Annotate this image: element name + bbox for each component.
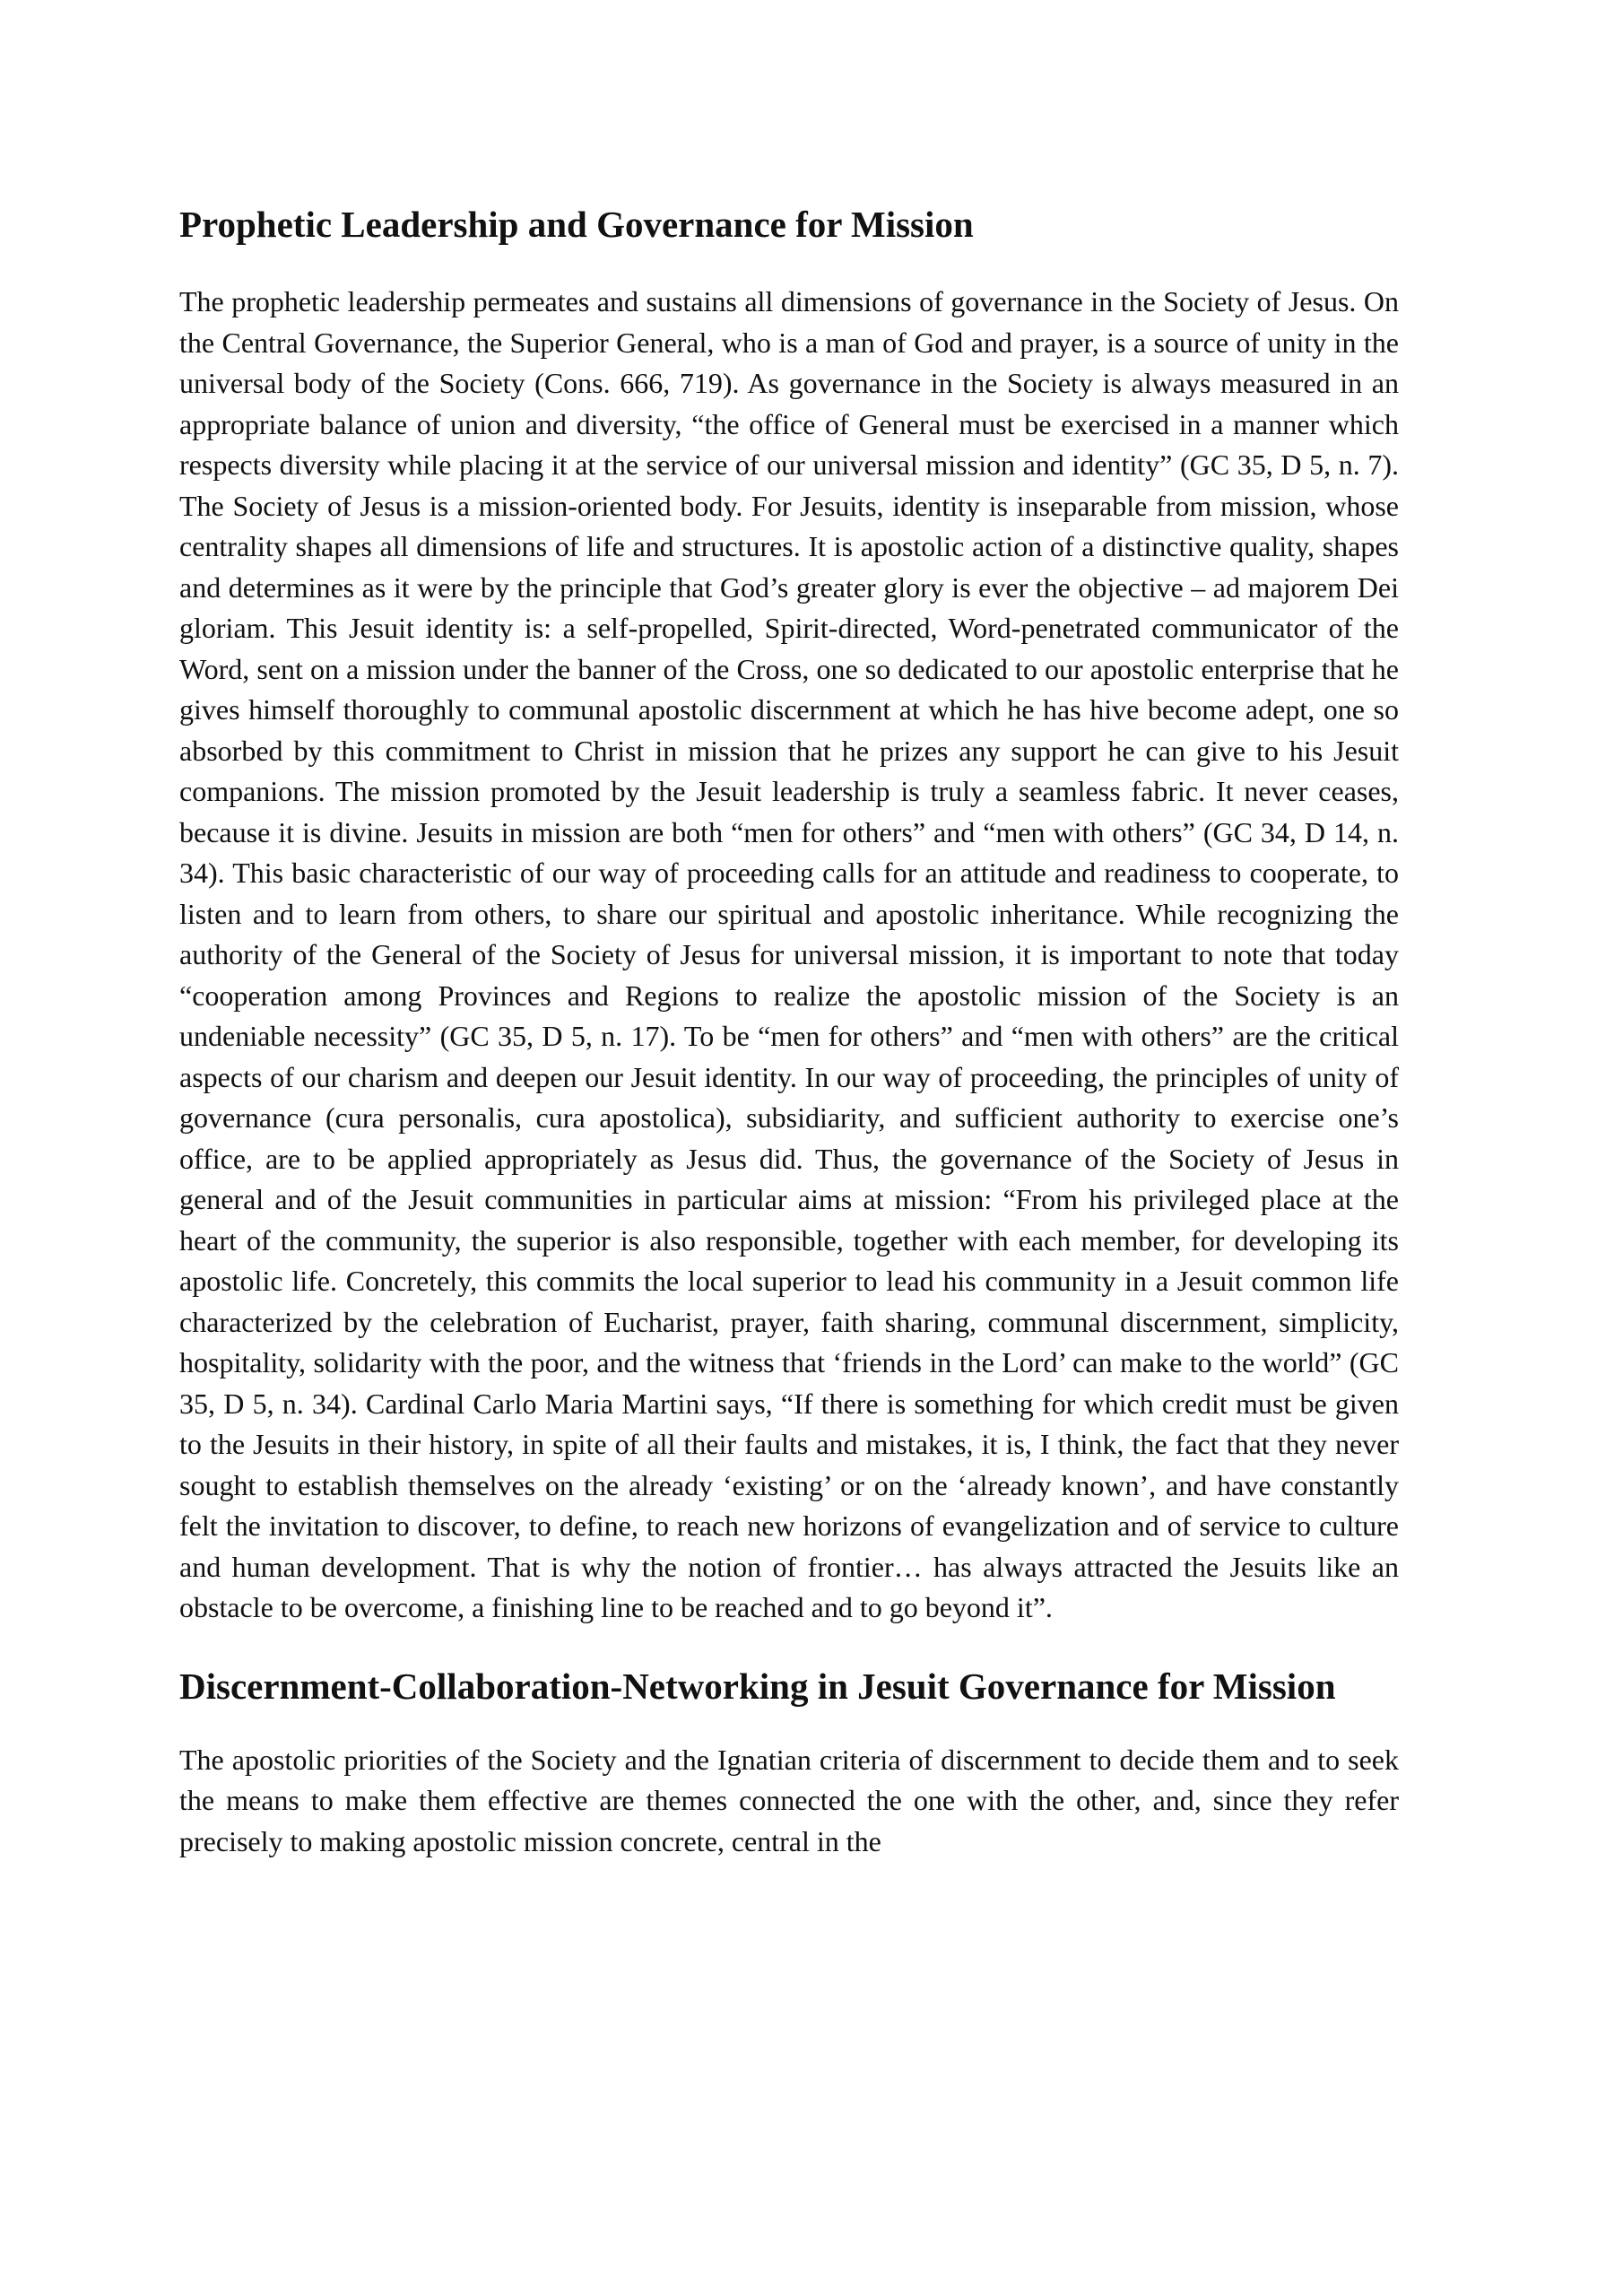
section-heading-prophetic-leadership: Prophetic Leadership and Governance for Mission <box>179 204 974 245</box>
document-page <box>179 197 1399 1862</box>
section-paragraph-prophetic-leadership: The prophetic leadership permeates and sustains all dimensions of governance in the Society of Jesus. On the Central Governance, the Superior General, who is a man of God and prayer, is a source of unity in the universal body of the Society (Cons. 666, 719). As governance in the Society is always measured in an appropriate balance of union and diversity, “the office of General must be exercised in a manner which respects diversity while placing it at the service of our universal mission and identity” (GC 35, D 5, n. 7). The Society of Jesus is a mission-oriented body. For Jesuits, identity is inseparable from mission, whose centrality shapes all dimensions of life and structures. It is apostolic action of a distinctive quality, shapes and determines as it were by the principle that God’s greater glory is ever the objective – ad majorem Dei gloriam. This Jesuit identity is: a self-propelled, Spirit-directed, Word-penetrated communicator of the Word, sent on a mission under the banner of the Cross, one so dedicated to our apostolic enterprise that he gives himself thoroughly to communal apostolic discernment at which he has hive become adept, one so absorbed by this commitment to Christ in mission that he prizes any support he can give to his Jesuit companions. The mission promoted by the Jesuit leadership is truly a seamless fabric. It never ceases, because it is divine. Jesuits in mission are both “men for others” and “men with others” (GC 34, D 14, n. 34). This basic characteristic of our way of proceeding calls for an attitude and readiness to cooperate, to listen and to learn from others, to share our spiritual and apostolic inheritance. While recognizing the authority of the General of the Society of Jesus for universal mission, it is important to note that today “cooperation among Provinces and Regions to realize the apostolic mission of the Society is an undeniable necessity” (GC 35, D 5, n. 17). To be “men for others” and “men with others” are the critical aspects of our charism and deepen our Jesuit identity. In our way of proceeding, the principles of unity of governance (cura personalis, cura apostolica), subsidiarity, and sufficient authority to exercise one’s office, are to be applied appropriately as Jesus did. Thus, the governance of the Society of Jesus in general and of the Jesuit communities in particular aims at mission: “From his privileged place at the heart of the community, the superior is also responsible, together with each member, for developing its apostolic life. Concretely, this commits the local superior to lead his community in a Jesuit common life characterized by the celebration of Eucharist, prayer, faith sharing, communal discernment, simplicity, hospitality, solidarity with the poor, and the witness that ‘friends in the Lord’ can make to the world” (GC 35, D 5, n. 34). Cardinal Carlo Maria Martini says, “If there is something for which credit must be given to the Jesuits in their history, in spite of all their faults and mistakes, it is, I think, the fact that they never sought to establish themselves on the already ‘existing’ or on the ‘already known’, and have constantly felt the invitation to discover, to define, to reach new horizons of evangelization and of service to culture and human development. That is why the notion of frontier… has always attracted the Jesuits like an obstacle to be overcome, a finishing line to be reached and to go beyond it”. <box>179 285 1399 1623</box>
section-heading-discernment-collaboration: Discernment-Collaboration-Networking in Jesuit Governance for Mission <box>179 1665 1336 1707</box>
section-paragraph-discernment-collaboration: The apostolic priorities of the Society and the Ignatian criteria of discernment to decide them and to seek the means to make them effective are themes connected the one with the other, and, since they refer precisely to making apostolic mission concrete, central in the <box>179 1743 1399 1857</box>
